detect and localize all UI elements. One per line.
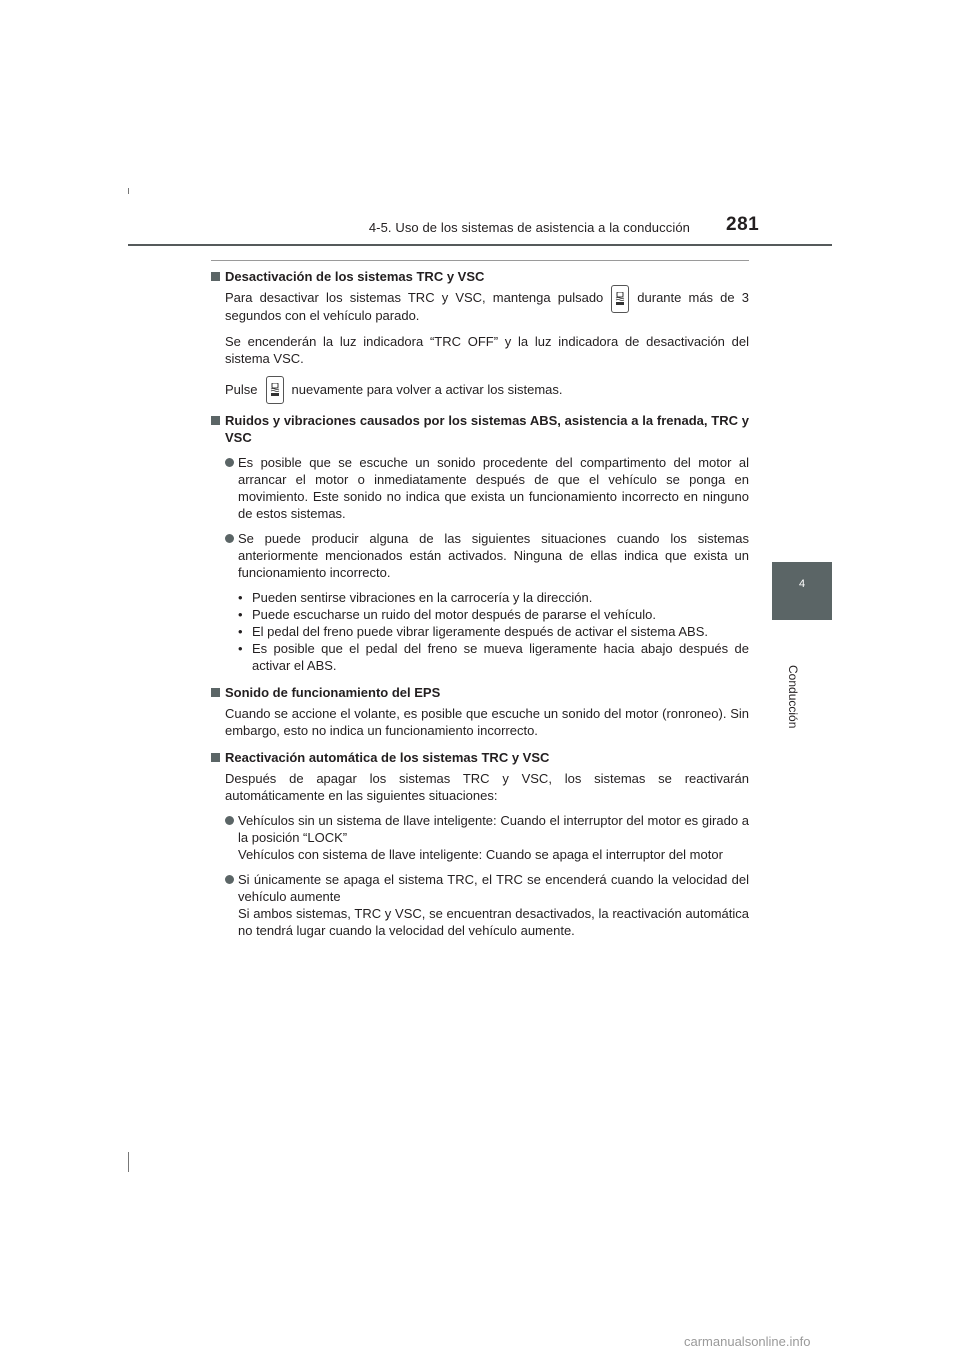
- paragraph: Para desactivar los sistemas TRC y VSC, mantenga pulsado durante más de 3 segundos con el vehículo parado.: [225, 289, 749, 324]
- footer-watermark[interactable]: carmanualsonline.info: [684, 1334, 811, 1349]
- section-eps-sound: [211, 684, 749, 739]
- section-title: Sonido de funcionamiento del EPS: [211, 684, 749, 701]
- sub-list: [238, 589, 749, 674]
- sub-list-item: • Pueden sentirse vibraciones en la carrocería y la dirección.: [238, 590, 593, 606]
- section-title: Desactivación de los sistemas TRC y VSC: [211, 268, 749, 285]
- header-section-title: 4-5. Uso de los sistemas de asistencia a la conducción: [368, 220, 690, 235]
- section-title: Ruidos y vibraciones causados por los sistemas ABS, asistencia a la frenada, TRC y VSC: [211, 412, 749, 446]
- section-noise-vibration: [211, 412, 749, 674]
- list-item: Vehículos sin un sistema de llave inteligente: Cuando el interruptor del motor es girado a la posición “LOCK” Vehículos con sistema de llave inteligente: Cuando se apaga el interruptor del motor: [225, 812, 749, 863]
- header-rule: [128, 244, 832, 246]
- sub-list-item: • Es posible que el pedal del freno se mueva ligeramente hacia abajo después de activar el ABS.: [238, 641, 749, 674]
- content-top-rule: [211, 260, 749, 261]
- circle-bullet-icon: [225, 534, 234, 543]
- page-content: [211, 268, 749, 939]
- square-bullet-icon: [211, 416, 220, 425]
- section-trc-vsc-off: [211, 268, 749, 398]
- square-bullet-icon: [211, 753, 220, 762]
- circle-bullet-icon: [225, 816, 234, 825]
- circle-bullet-icon: [225, 875, 234, 884]
- paragraph: Después de apagar los sistemas TRC y VSC, los sistemas se reactivarán automáticamente en las siguientes situaciones:: [225, 771, 749, 804]
- sub-list-item: • Puede escucharse un ruido del motor después de pararse el vehículo.: [238, 607, 656, 623]
- page-number: 281: [726, 214, 760, 235]
- crop-mark: [128, 1152, 129, 1172]
- paragraph: Cuando se accione el volante, es posible que escuche un sonido del motor (ronroneo). Sin embargo, esto no indica un funcionamiento incorrecto.: [225, 706, 749, 739]
- section-title: Reactivación automática de los sistemas TRC y VSC: [211, 749, 749, 766]
- circle-bullet-icon: [225, 458, 234, 467]
- square-bullet-icon: [211, 688, 220, 697]
- chapter-label: Conducción: [786, 665, 800, 729]
- chapter-tab[interactable]: [772, 562, 832, 620]
- crop-mark: [128, 188, 129, 194]
- list-item: Si únicamente se apaga el sistema TRC, el TRC se encenderá cuando la velocidad del vehículo aumente Si ambos sistemas, TRC y VSC, se encuentran desactivados, la reactivación automática no tendrá lugar cuando la velocidad del vehículo aumente.: [225, 871, 749, 939]
- chapter-number: 4: [798, 578, 806, 590]
- list-item: Es posible que se escuche un sonido procedente del compartimento del motor al arrancar el motor o inmediatamente después de que el vehículo se ponga en movimiento. Este sonido no indica que exista un funcionamiento incorrecto en ninguno de estos sistemas.: [225, 454, 749, 522]
- paragraph: Pulse nuevamente para volver a activar los sistemas.: [225, 381, 749, 399]
- list-item: Se puede producir alguna de las siguientes situaciones cuando los sistemas anteriormente mencionados están activados. Ninguna de ellas indica que exista un funcionamiento incorrecto.: [225, 530, 749, 581]
- paragraph: Se encenderán la luz indicadora “TRC OFF” y la luz indicadora de desactivación del sistema VSC.: [225, 333, 749, 366]
- section-auto-reactivation: [211, 749, 749, 939]
- sub-list-item: • El pedal del freno puede vibrar ligeramente después de activar el sistema ABS.: [238, 624, 708, 640]
- square-bullet-icon: [211, 272, 220, 281]
- vsc-off-switch-icon: [611, 285, 629, 313]
- vsc-off-switch-icon: [266, 376, 284, 404]
